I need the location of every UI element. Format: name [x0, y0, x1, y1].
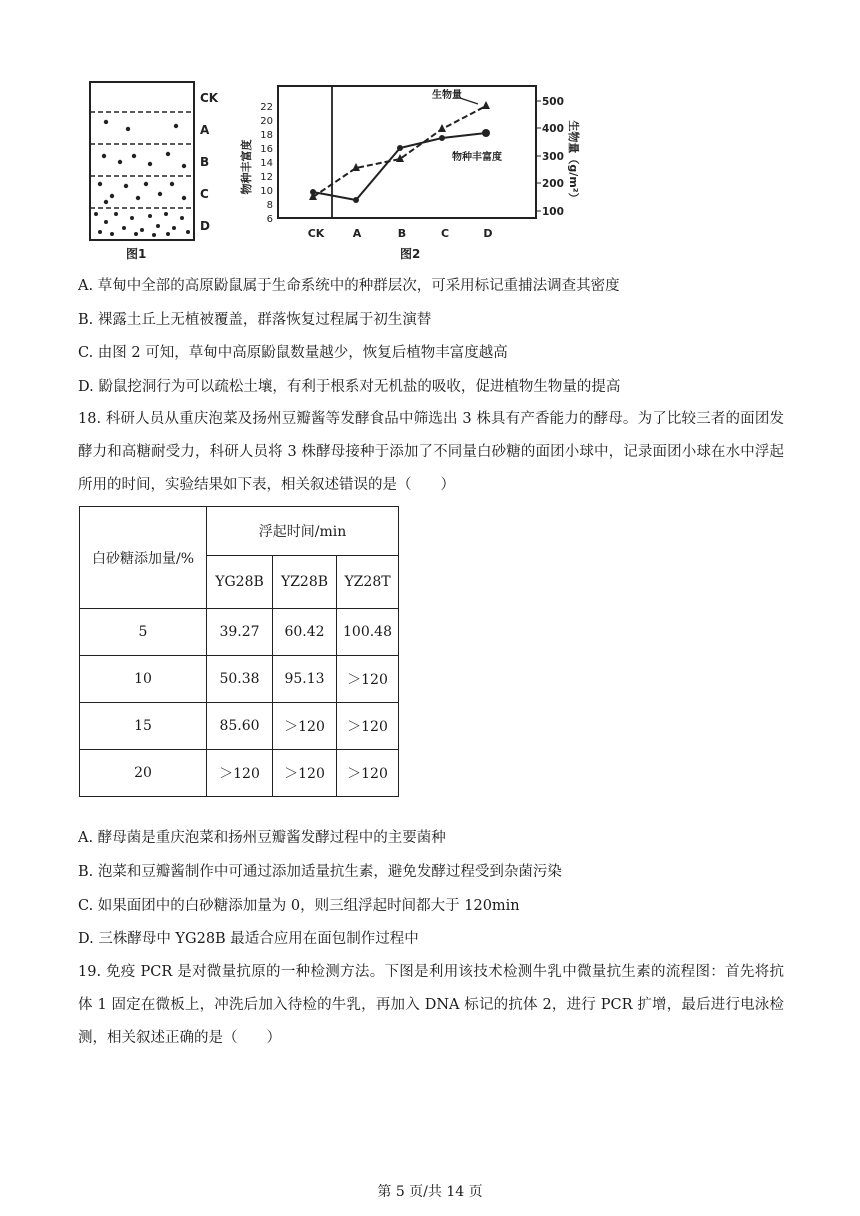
table-row — [80, 703, 399, 750]
layer-label: CK — [200, 91, 219, 105]
value-cell: 95.13 — [273, 656, 337, 703]
value-cell: ＞120 — [207, 750, 273, 797]
right-tick: 400 — [542, 123, 564, 135]
column-header-cell: YZ28B — [273, 556, 337, 609]
figure-1-caption: 图1 — [126, 247, 147, 261]
x-tick: B — [397, 227, 407, 240]
sugar-cell: 15 — [80, 703, 207, 750]
value-cell: ＞120 — [337, 656, 399, 703]
right-tick: 100 — [542, 206, 564, 218]
value-cell: ＞120 — [337, 703, 399, 750]
group-header-cell: 浮起时间/min — [207, 507, 399, 556]
column-header-cell: YZ28T — [337, 556, 399, 609]
q17-option-a: A. 草甸中全部的高原鼢鼠属于生命系统中的种群层次，可采用标记重捕法调查其密度 — [78, 278, 620, 294]
right-axis-title: 生物量（g/m²） — [567, 120, 580, 204]
value-cell: ＞120 — [273, 750, 337, 797]
left-tick: 6 — [266, 214, 273, 225]
figure-2-chart — [239, 86, 580, 261]
q18-results-table — [79, 506, 399, 797]
left-tick: 16 — [260, 144, 273, 155]
figure-1-soil-column — [90, 82, 219, 261]
value-cell: 50.38 — [207, 656, 273, 703]
q17-option-c: C. 由图 2 可知，草甸中高原鼢鼠数量越少，恢复后植物丰富度越高 — [78, 345, 508, 361]
left-tick: 12 — [260, 172, 273, 183]
right-tick: 200 — [542, 178, 564, 190]
table-row — [80, 750, 399, 797]
layer-label: D — [200, 219, 210, 233]
left-tick: 8 — [266, 200, 273, 211]
left-tick: 20 — [260, 116, 273, 127]
q19-stem: 19. 免疫 PCR 是对微量抗原的一种检测方法。下图是利用该技术检测牛乳中微量抗生素的流程图：首先将抗体 1 固定在微板上，冲洗后加入待检的牛乳，再加入 DNA 标记的抗体 2，进行 PCR 扩增，最后进行电泳检测，相关叙述正确的是（ ） — [78, 964, 784, 1046]
page-footer: 第 5 页/共 14 页 — [377, 1184, 483, 1200]
right-tick: 300 — [542, 151, 564, 163]
left-tick: 10 — [260, 186, 273, 197]
q18-stem: 18. 科研人员从重庆泡菜及扬州豆瓣酱等发酵食品中筛选出 3 株具有产香能力的酵母。为了比较三者的面团发酵力和高糖耐受力，科研人员将 3 株酵母接种于添加了不同量白砂糖的面团小球中，记录面团小球在水中浮起所用的时间，实验结果如下表，相关叙述错误的是（ ） — [78, 411, 784, 493]
x-tick: CK — [307, 227, 325, 240]
left-axis-title: 物种丰富度 — [240, 139, 253, 195]
left-tick: 14 — [260, 158, 273, 169]
value-cell: ＞120 — [273, 703, 337, 750]
q17-option-d: D. 鼢鼠挖洞行为可以疏松土壤，有利于根系对无机盐的吸收，促进植物生物量的提高 — [78, 379, 621, 395]
left-tick: 22 — [260, 102, 273, 113]
value-cell: 60.42 — [273, 609, 337, 656]
figure-2-caption: 图2 — [400, 247, 421, 261]
sugar-cell: 10 — [80, 656, 207, 703]
layer-label: B — [200, 155, 210, 169]
table-row — [80, 656, 399, 703]
sugar-cell: 20 — [80, 750, 207, 797]
left-tick: 18 — [260, 130, 273, 141]
x-tick: D — [483, 227, 493, 240]
q18-option-b: B. 泡菜和豆瓣酱制作中可通过添加适量抗生素，避免发酵过程受到杂菌污染 — [78, 864, 562, 880]
q17-option-b: B. 裸露土丘上无植被覆盖，群落恢复过程属于初生演替 — [78, 312, 432, 328]
x-tick: C — [440, 227, 450, 240]
figure-block — [80, 72, 580, 262]
biomass-series-label: 生物量 — [432, 90, 462, 101]
value-cell: ＞120 — [337, 750, 399, 797]
value-cell: 39.27 — [207, 609, 273, 656]
x-tick: A — [352, 227, 362, 240]
value-cell: 85.60 — [207, 703, 273, 750]
right-tick: 500 — [542, 96, 564, 108]
q18-option-a: A. 酵母菌是重庆泡菜和扬州豆瓣酱发酵过程中的主要菌种 — [78, 830, 446, 846]
q18-option-d: D. 三株酵母中 YG28B 最适合应用在面包制作过程中 — [78, 931, 419, 947]
value-cell: 100.48 — [337, 609, 399, 656]
layer-label: A — [200, 123, 210, 137]
richness-line — [313, 133, 486, 200]
sugar-cell: 5 — [80, 609, 207, 656]
table-row — [80, 609, 399, 656]
row-header-cell: 白砂糖添加量/% — [80, 507, 207, 609]
layer-label: C — [200, 187, 209, 201]
q18-option-c: C. 如果面团中的白砂糖添加量为 0，则三组浮起时间都大于 120min — [78, 898, 520, 914]
column-header-cell: YG28B — [207, 556, 273, 609]
richness-series-label: 物种丰富度 — [452, 152, 502, 163]
richness-markers — [310, 129, 490, 203]
